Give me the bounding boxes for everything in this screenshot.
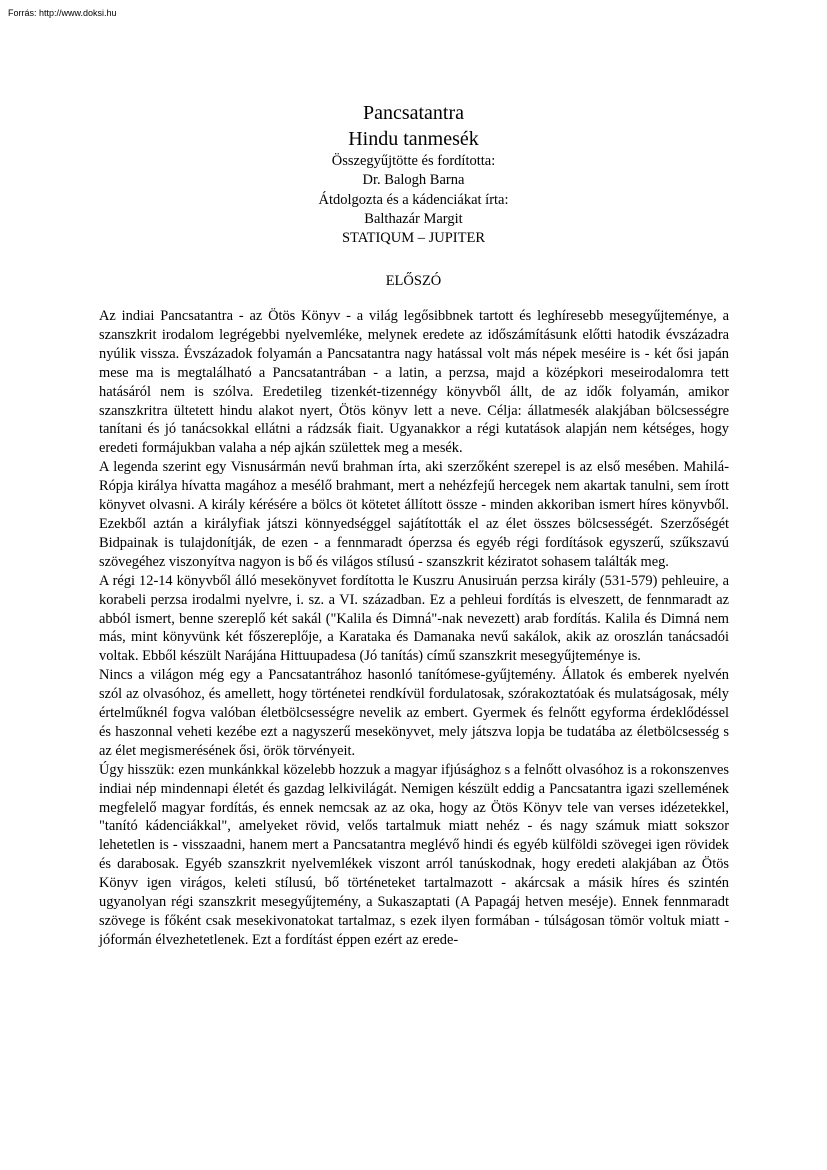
paragraph: A legenda szerint egy Visnusármán nevű brahman írta, aki szerzőként szerepel is az első mesében. Mahilá-Rópja királya hívatta magához a mesélő brahmant, mert a nehézfejű hercegek nem akartak tanulni, sem írott könyvet olvasni. A király kérésére a bölcs öt kötetet állított össze - minden akkoriban ismert híres könyvből. Ezekből aztán a királyfiak játszi könnyedséggel sajátították el az élet összes bölcsességét. Szerzőségét Bidpainak is tulajdonítják, de ezen - a fennmaradt óperzsa és egyéb régi fordítások egyszerű, szűkszavú szövegéhez viszonyítva nagyon is bő és világos stílusú - szanszkrit kéziratot sohasem találták meg. [99,459,729,570]
credit-line: Dr. Balogh Barna [362,172,465,189]
section-heading: ELŐSZÓ [385,273,442,289]
title-block [0,100,827,248]
body-text [99,307,729,950]
credit-line: Balthazár Margit [364,210,463,227]
credit-line: Átdolgozta és a kádenciákat írta: [318,191,509,208]
paragraph: A régi 12-14 könyvből álló mesekönyvet fordította le Kuszru Anusiruán perzsa király (531-579) pehleuire, a korabeli perzsa irodalmi nyelvre, i. sz. a VI. században. Ez a pehleui fordítás is elveszett, de fennmaradt az abból ismert, benne szereplő két sakál ("Kalila és Dimná"-nak nevezett) arab fordítás. Kalila és Dimná nem más, mint könyvünk két főszereplője, a Karataka és Damanaka nevű sakálok, akik az oroszlán tanácsadói voltak. Ebből készült Narájána Hittuupadesa (Jó tanítás) című szanszkrit mesegyűjteménye is. [99,572,729,665]
book-title: Pancsatantra [362,102,465,124]
paragraph: Úgy hisszük: ezen munkánkkal közelebb hozzuk a magyar ifjúsághoz s a felnőtt olvasóhoz is a rokonszenves indiai nép mindennapi életét és gazdag lelkivilágát. Nemigen készült eddig a Pancsatantra igazi szellemének megfelelő magyar fordítás, és ennek nemcsak az az oka, hogy az Ötös Könyv tele van verses idézetekkel, "tanító kádenciákkal", amelyeket rövid, velős tartalmuk miatt nehéz - és nagy számuk miatt sokszor lehetetlen is - visszaadni, hanem mert a Pancsatantra meglévő hindi és egyéb külföldi szövegei igen rövidek és darabosak. Egyéb szanszkrit nyelvemlékek viszont arról tanúskodnak, hogy eredeti alakjában az Ötös Könyv igen virágos, keleti stílusú, bő történeteket tartalmazott - akárcsak a másik híres és szintén ugyanolyan régi szanszkrit mesegyűjtemény, a Sukaszaptati (A Papagáj hetven meséje). Ennek fennmaradt szövege is főként csak mesekivonatokat tartalmaz, s ezek ilyen formában - túlságosan tömör voltuk miatt - jóformán élvezhetetlenek. Ezt a fordítást éppen ezért az erede- [99,761,729,948]
publisher: STATIQUM – JUPITER [341,230,486,247]
source-note: Forrás: http://www.doksi.hu [8,8,117,18]
paragraph: Nincs a világon még egy a Pancsatantrához hasonló tanítómese-gyűjtemény. Állatok és emberek nyelvén szól az olvasóhoz, és amellett, hogy történetei rendkívül fordulatosak, szórakoztatóak és mulatságosak, mély értelműknél fogva valóban életbölcsességre nevelik az embert. Gyermek és felnőtt egyforma érdeklődéssel és haszonnal veheti kezébe ezt a nagyszerű mesekönyvet, mely játszva lopja be tudatába az életbölcsesség s az élet megismerésének ősi, örök törvényeit. [99,667,729,759]
book-subtitle: Hindu tanmesék [348,128,479,150]
credit-line: Összegyűjtötte és fordította: [331,153,496,169]
paragraph: Az indiai Pancsatantra - az Ötös Könyv - a világ legősibbnek tartott és leghíresebb mesegyűjteménye, a szanszkrit irodalom legrégebbi nyelvemléke, melynek eredete az időszámításunk előtti hatodik évszázadra nyúlik vissza. Évszázadok folyamán a Pancsatantra nagy hatással volt más népek meséire is - két ősi japán mese ma is megtalálható a Pancsatantrában - a latin, a perzsa, majd a középkori meseirodalomra tett hatásáról nem is szólva. Eredetileg tizenkét-tizennégy könyvből állt, de az idők folyamán, amikor szanszkritra ültetett hindu alakot nyert, Ötös könyv lett a neve. Célja: állatmesék alakjában bölcsességre tanítani és jó tanácsokkal ellátni a rádzsák fiait. Ugyanakkor a régi kutatások alapján nem kétséges, hogy eredeti formájukban valaha a nép ajkán születtek meg a mesék. [99,308,729,457]
